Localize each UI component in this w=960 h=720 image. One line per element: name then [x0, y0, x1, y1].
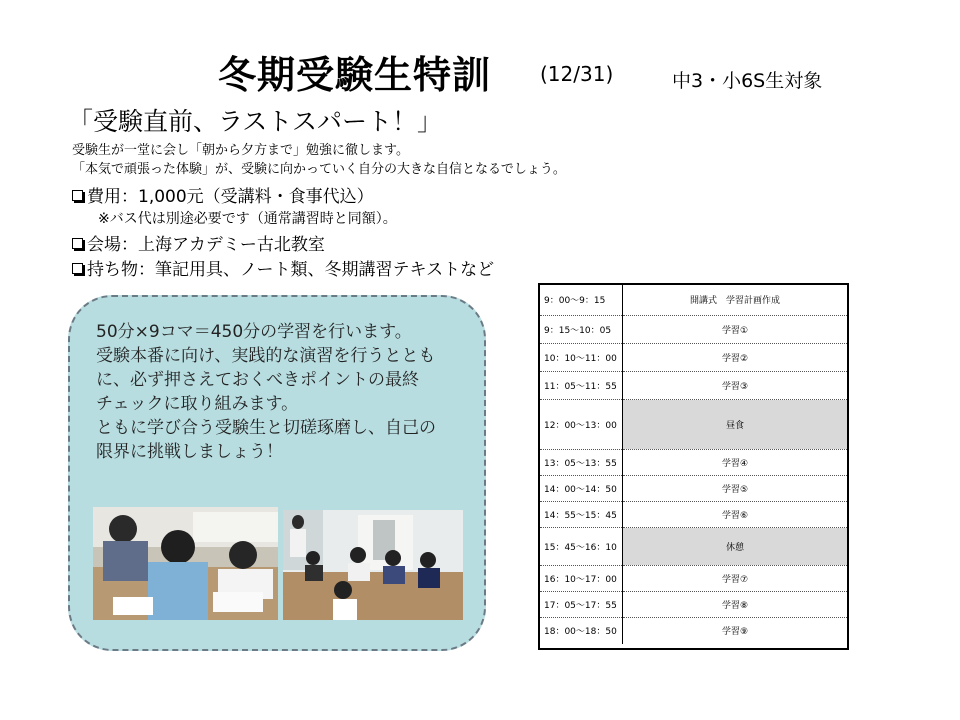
venue-item	[72, 230, 325, 255]
schedule-activity: 学習⑦	[623, 565, 848, 591]
schedule-time: 10：10〜11：00	[540, 343, 623, 371]
schedule-time: 9：15〜10：05	[540, 315, 623, 343]
schedule-activity: 学習⑤	[623, 475, 848, 501]
venue-text: 会場：上海アカデミー古北教室	[87, 235, 325, 255]
description-line: に、必ず押さえておくべきポイントの最終	[96, 370, 419, 390]
schedule-activity: 学習③	[623, 371, 848, 399]
description-line: 50分×9コマ＝450分の学習を行います。	[96, 322, 412, 342]
schedule-table	[538, 283, 849, 650]
description-text	[96, 320, 476, 464]
schedule-activity: 休憩	[623, 527, 848, 565]
page-title: 冬期受験生特訓	[218, 53, 492, 97]
schedule-time: 9：00〜9：15	[540, 285, 623, 315]
schedule-row	[540, 501, 847, 527]
schedule-time: 11：05〜11：55	[540, 371, 623, 399]
schedule-activity: 学習①	[623, 315, 848, 343]
schedule-row	[540, 371, 847, 399]
belongings-item	[72, 255, 494, 280]
catchphrase: 「受験直前、ラストスパート！」	[68, 107, 443, 136]
description-line: 限界に挑戦しましょう！	[96, 442, 283, 462]
schedule-row	[540, 617, 847, 644]
schedule-row	[540, 285, 847, 315]
schedule-time: 12：00〜13：00	[540, 399, 623, 449]
schedule-row	[540, 449, 847, 475]
fee-item	[72, 182, 374, 207]
target-students: 中3・小6S生対象	[672, 70, 823, 92]
schedule-time: 14：00〜14：50	[540, 475, 623, 501]
schedule-activity: 開講式 学習計画作成	[623, 285, 848, 315]
classroom-photo-students	[93, 507, 278, 620]
schedule-activity: 学習⑧	[623, 591, 848, 617]
schedule-time: 18：00〜18：50	[540, 617, 623, 644]
schedule-row	[540, 527, 847, 565]
belongings-text: 持ち物：筆記用具、ノート類、冬期講習テキストなど	[87, 260, 495, 280]
intro-line-2: 「本気で頑張った体験」が、受験に向かっていく自分の大きな自信となるでしょう。	[72, 162, 566, 177]
checkbox-bullet-icon	[72, 238, 83, 249]
schedule-activity: 学習⑨	[721, 627, 749, 638]
schedule-time: 15：45〜16：10	[540, 527, 623, 565]
schedule-time: 13：05〜13：55	[540, 449, 623, 475]
schedule-activity: 昼食	[623, 399, 848, 449]
schedule-row	[540, 565, 847, 591]
schedule-time: 17：05〜17：55	[540, 591, 623, 617]
schedule-row	[540, 475, 847, 501]
schedule-time: 16：10〜17：00	[540, 565, 623, 591]
classroom-photo-room	[283, 510, 463, 620]
description-line: ともに学び合う受験生と切磋琢磨し、自己の	[96, 418, 436, 438]
schedule-row	[540, 591, 847, 617]
checkbox-bullet-icon	[72, 190, 83, 201]
bus-fee-note: ※バス代は別途必要です（通常講習時と同額）。	[98, 211, 397, 227]
fee-text: 費用：1,000元（受講料・食事代込）	[87, 187, 374, 207]
schedule-activity: 学習⑥	[623, 501, 848, 527]
description-line: チェックに取り組みます。	[96, 394, 299, 414]
description-line: 受験本番に向け、実践的な演習を行うととも	[96, 346, 436, 366]
checkbox-bullet-icon	[72, 263, 83, 274]
event-date: (12/31)	[540, 62, 614, 86]
schedule-activity: 学習④	[623, 449, 848, 475]
schedule-row	[540, 399, 847, 449]
schedule-row	[540, 315, 847, 343]
schedule-row	[540, 343, 847, 371]
intro-line-1: 受験生が一堂に会し「朝から夕方まで」勉強に徹します。	[72, 143, 409, 158]
schedule-time: 14：55〜15：45	[540, 501, 623, 527]
schedule-activity: 学習②	[623, 343, 848, 371]
